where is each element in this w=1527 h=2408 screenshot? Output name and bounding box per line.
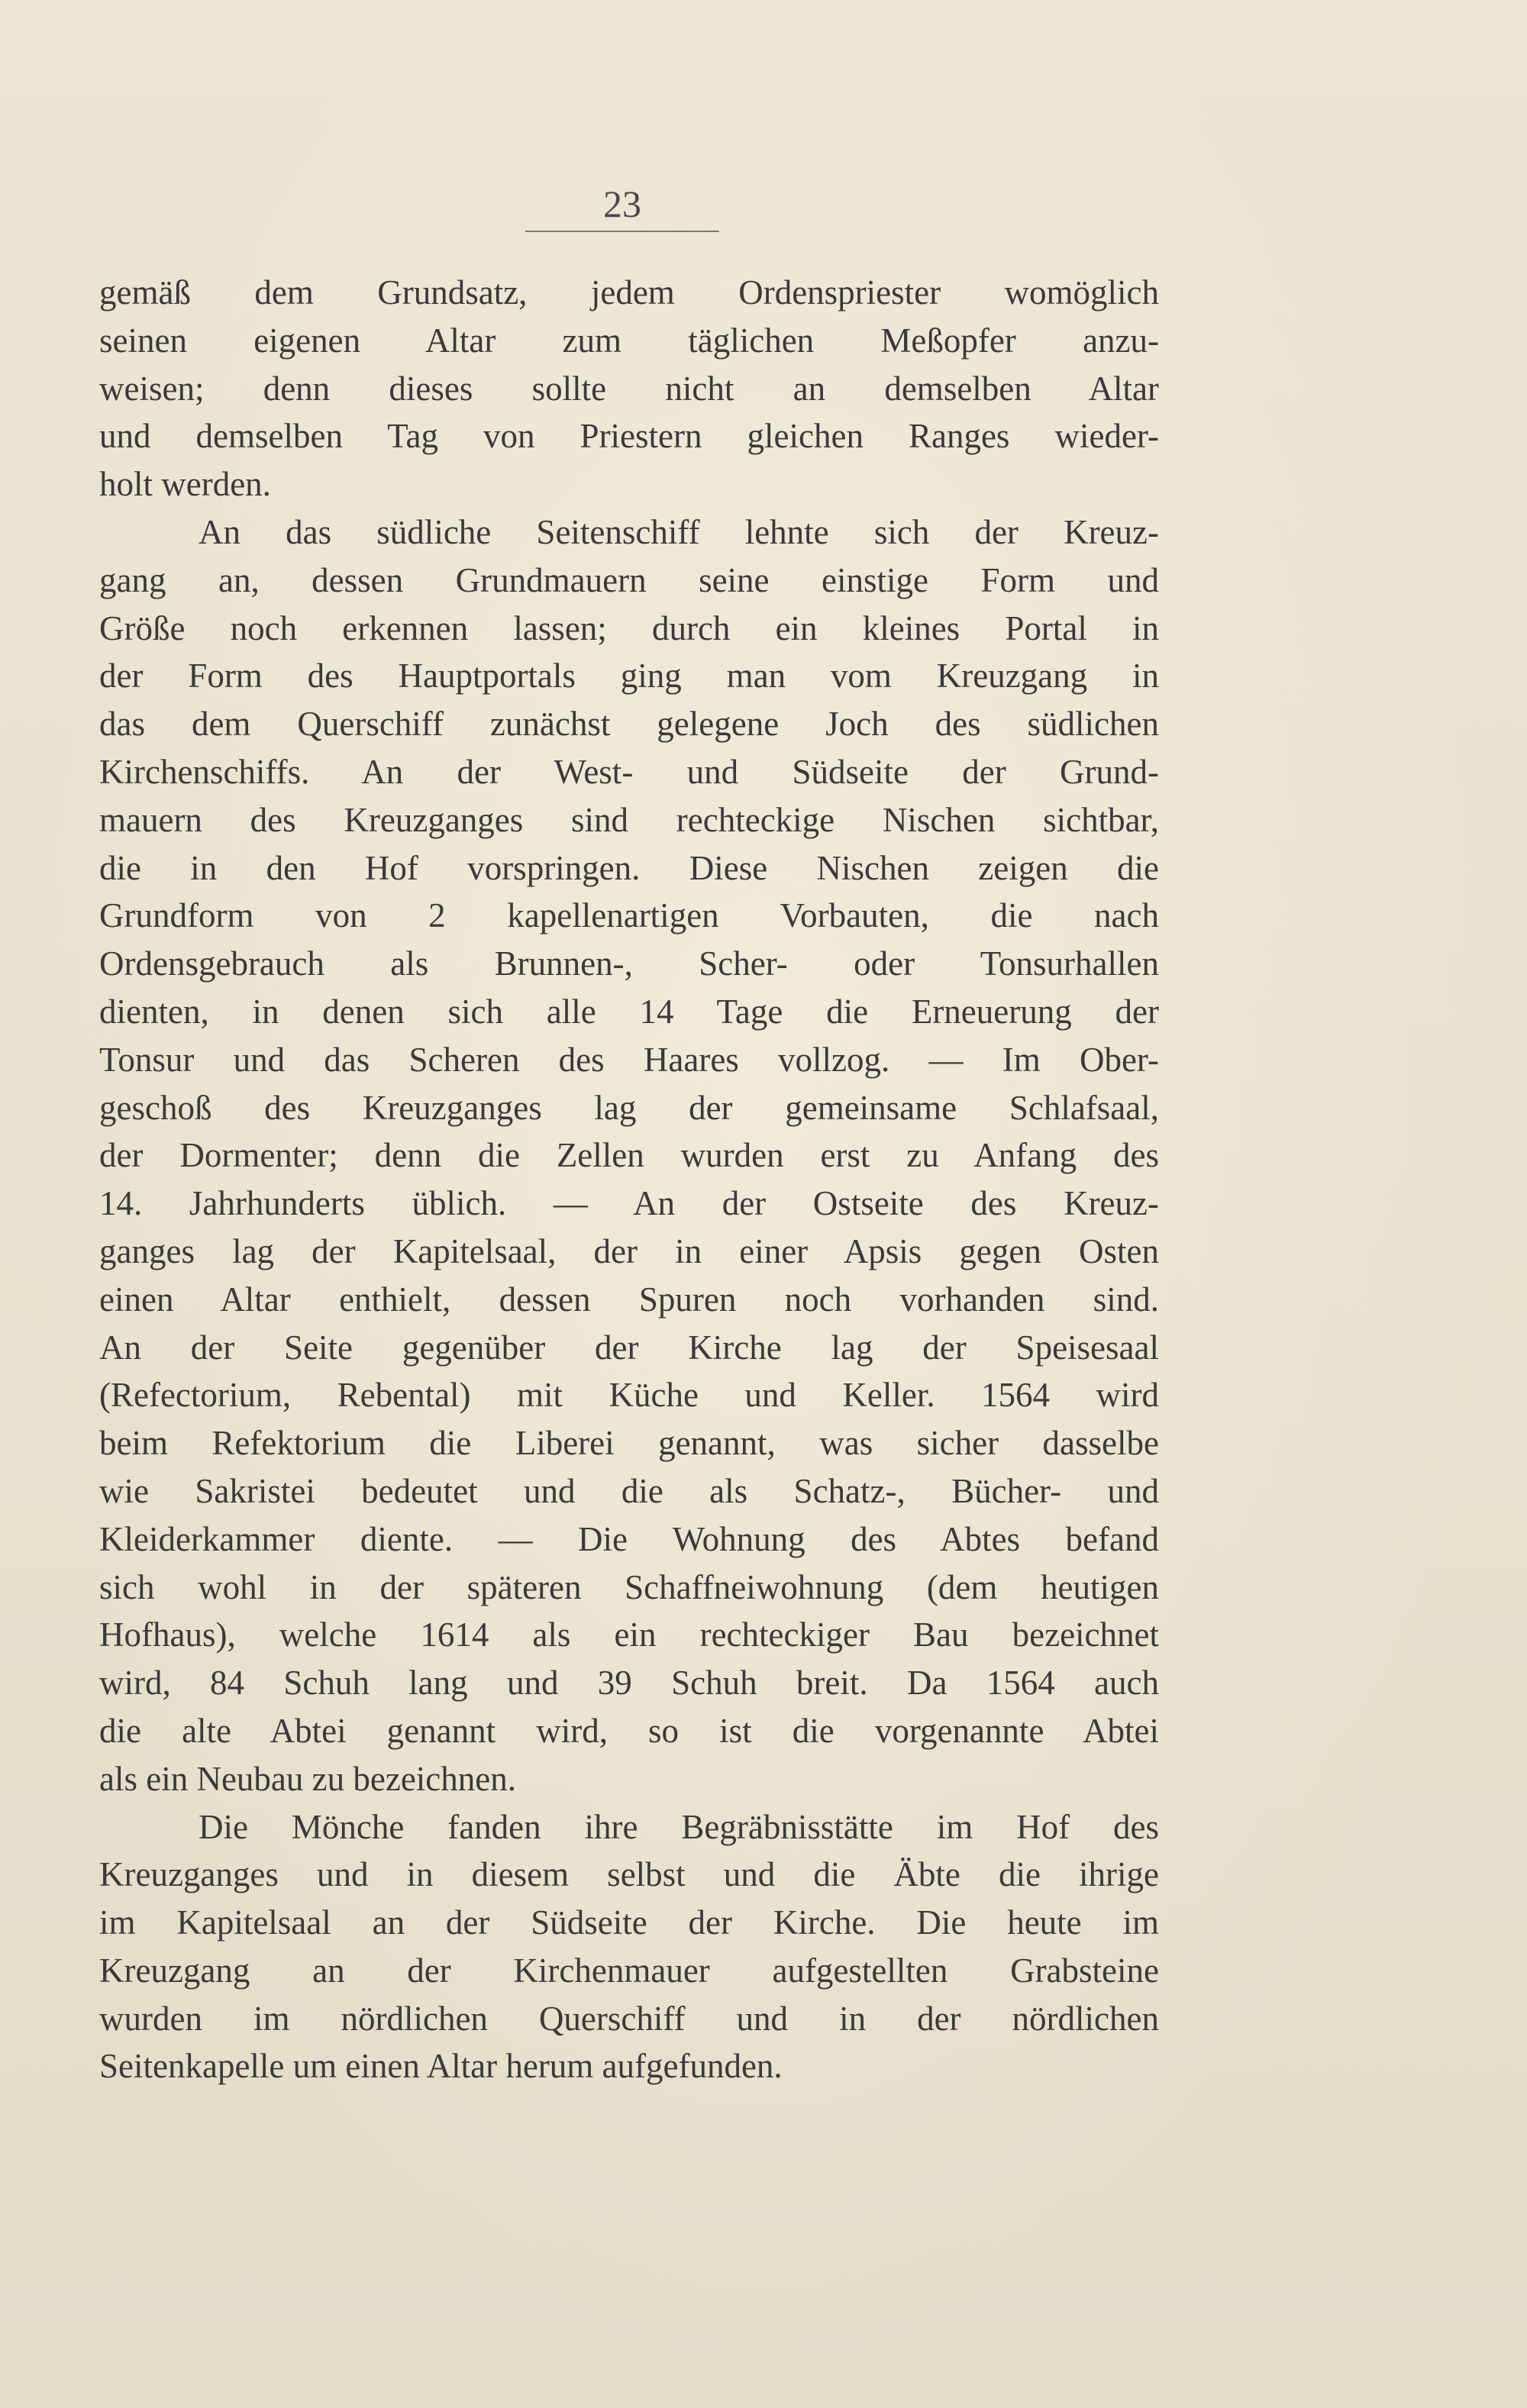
text-line: sich wohl in der späteren Schaffneiwohnung (dem heutigen bbox=[99, 1567, 1159, 1606]
text-line: Kirchenschiffs. An der West- und Südseite der Grund- bbox=[99, 752, 1159, 791]
text-line: gang an, dessen Grundmauern seine einstige Form und bbox=[99, 560, 1159, 599]
text-line: seinen eigenen Altar zum täglichen Meßopfer anzu- bbox=[99, 321, 1159, 360]
text-line: als ein Neubau zu bezeichnen. bbox=[99, 1759, 516, 1798]
text-line: der Dormenter; denn die Zellen wurden erst zu Anfang des bbox=[99, 1136, 1159, 1175]
text-line: einen Altar enthielt, dessen Spuren noch vorhanden sind. bbox=[99, 1280, 1159, 1319]
text-line: An der Seite gegenüber der Kirche lag der Speisesaal bbox=[99, 1328, 1159, 1367]
page-number: 23 bbox=[603, 182, 641, 225]
text-line: Größe noch erkennen lassen; durch ein kleines Portal in bbox=[99, 608, 1159, 647]
text-line: An das südliche Seitenschiff lehnte sich der Kreuz- bbox=[199, 512, 1159, 551]
text-line: geschoß des Kreuzganges lag der gemeinsame Schlafsaal, bbox=[99, 1088, 1159, 1127]
text-line: holt werden. bbox=[99, 465, 271, 504]
text-line: mauern des Kreuzganges sind rechteckige Nischen sichtbar, bbox=[99, 800, 1159, 839]
text-line: Seitenkapelle um einen Altar herum aufgefunden. bbox=[99, 2047, 783, 2086]
text-line: die in den Hof vorspringen. Diese Nischen zeigen die bbox=[99, 848, 1159, 887]
text-line: Kreuzgang an der Kirchenmauer aufgestellten Grabsteine bbox=[99, 1951, 1159, 1990]
text-line: weisen; denn dieses sollte nicht an demselben Altar bbox=[99, 369, 1159, 408]
text-line: Kreuzganges und in diesem selbst und die Äbte die ihrige bbox=[99, 1855, 1159, 1894]
text-line: gemäß dem Grundsatz, jedem Ordenspriester womöglich bbox=[99, 273, 1159, 311]
text-line: beim Refektorium die Liberei genannt, was sicher dasselbe bbox=[99, 1424, 1159, 1463]
body-text bbox=[99, 269, 1159, 2090]
text-line: wurden im nördlichen Querschiff und in der nördlichen bbox=[99, 1999, 1159, 2038]
text-line: Kleiderkammer diente. — Die Wohnung des Abtes befand bbox=[99, 1519, 1159, 1558]
text-line: 14. Jahrhunderts üblich. — An der Ostseite des Kreuz- bbox=[99, 1184, 1159, 1223]
text-line: Die Mönche fanden ihre Begräbnisstätte im Hof des bbox=[199, 1807, 1159, 1846]
text-line: die alte Abtei genannt wird, so ist die vorgenannte Abtei bbox=[99, 1711, 1159, 1750]
text-line: ganges lag der Kapitelsaal, der in einer Apsis gegen Osten bbox=[99, 1231, 1159, 1270]
text-line: das dem Querschiff zunächst gelegene Joch des südlichen bbox=[99, 705, 1159, 744]
text-line: wie Sakristei bedeutet und die als Schatz-, Bücher- und bbox=[99, 1471, 1159, 1510]
text-line: Tonsur und das Scheren des Haares vollzog. — Im Ober- bbox=[99, 1040, 1159, 1079]
text-line: im Kapitelsaal an der Südseite der Kirche. Die heute im bbox=[99, 1903, 1159, 1942]
text-line: wird, 84 Schuh lang und 39 Schuh breit. Da 1564 auch bbox=[99, 1664, 1159, 1703]
text-line: der Form des Hauptportals ging man vom Kreuzgang in bbox=[99, 657, 1159, 696]
text-line: Grundform von 2 kapellenartigen Vorbauten, die nach bbox=[99, 896, 1159, 935]
text-line: Hofhaus), welche 1614 als ein rechteckiger Bau bezeichnet bbox=[99, 1616, 1159, 1654]
text-line: dienten, in denen sich alle 14 Tage die Erneuerung der bbox=[99, 992, 1159, 1031]
text-line: Ordensgebrauch als Brunnen-, Scher- oder Tonsurhallen bbox=[99, 944, 1159, 983]
text-line: (Refectorium, Rebental) mit Küche und Keller. 1564 wird bbox=[99, 1376, 1159, 1415]
text-line: und demselben Tag von Priestern gleichen Ranges wieder- bbox=[99, 417, 1159, 456]
header-rule bbox=[525, 231, 719, 232]
